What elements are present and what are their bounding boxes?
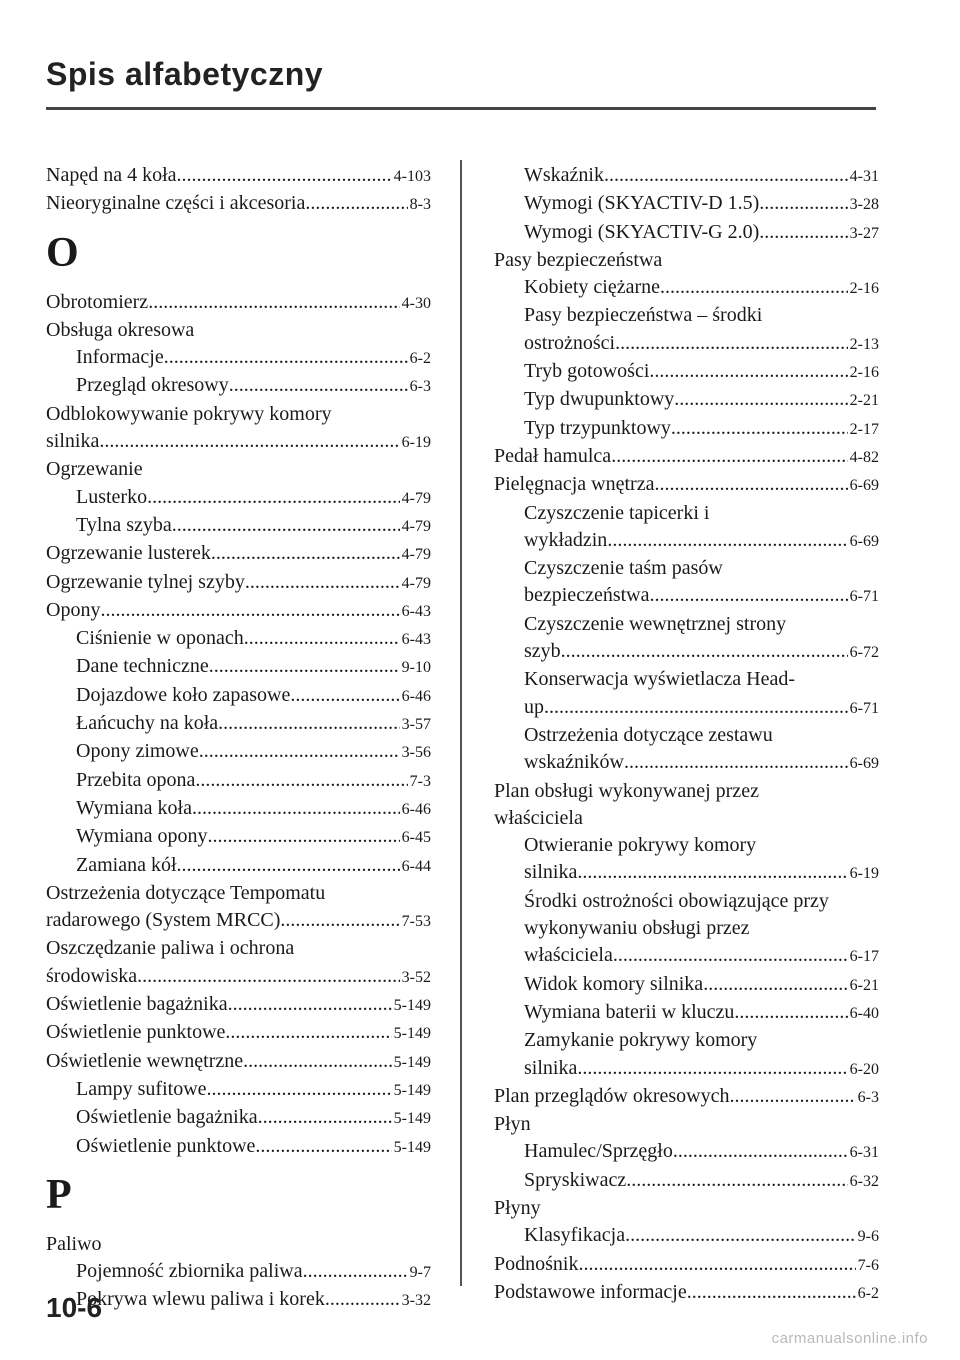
entry-label: Ciśnienie w oponach xyxy=(76,627,244,650)
entry-page-ref: 5-149 xyxy=(393,1138,431,1156)
dot-leader xyxy=(225,1019,391,1046)
index-heading: Czyszczenie taśm pasów xyxy=(524,557,723,580)
entry-label: up xyxy=(524,695,544,718)
entry-page-ref: 6-71 xyxy=(849,588,879,606)
entry-label: Dane techniczne xyxy=(76,655,209,678)
index-heading: wykonywaniu obsługi przez xyxy=(524,917,750,940)
entry-page-ref: 3-56 xyxy=(401,744,431,762)
entry-page-ref: 3-32 xyxy=(401,1292,431,1310)
index-heading: Otwieranie pokrywy komory xyxy=(524,834,757,857)
entry-page-ref: 7-53 xyxy=(401,913,431,931)
entry-page-ref: 6-71 xyxy=(849,699,879,717)
entry-label: Ogrzewanie lusterek xyxy=(46,542,211,565)
entry-label: Tryb gotowości xyxy=(524,360,650,383)
index-entry xyxy=(494,749,879,777)
entry-label: Podstawowe informacje xyxy=(494,1280,687,1303)
dot-leader xyxy=(578,1251,855,1278)
entry-label: Spryskiwacz xyxy=(524,1168,627,1191)
index-entry xyxy=(494,1083,879,1111)
index-entry xyxy=(46,991,431,1019)
index-entry xyxy=(494,971,879,999)
entry-label: Pedał hamulca xyxy=(494,444,612,467)
entry-page-ref: 6-43 xyxy=(401,631,431,649)
dot-leader xyxy=(730,1083,856,1110)
dot-leader xyxy=(100,597,399,624)
entry-page-ref: 6-21 xyxy=(849,976,879,994)
entry-page-ref: 2-13 xyxy=(849,335,879,353)
column-divider xyxy=(460,160,462,1286)
index-entry xyxy=(494,162,879,190)
entry-page-ref: 6-72 xyxy=(849,644,879,662)
entry-page-ref: 4-79 xyxy=(401,489,431,507)
dot-leader xyxy=(561,638,848,665)
dot-leader xyxy=(99,428,399,455)
dot-leader xyxy=(687,1279,856,1306)
dot-leader xyxy=(164,344,408,371)
index-entry xyxy=(494,638,879,666)
entry-page-ref: 3-52 xyxy=(401,968,431,986)
entry-page-ref: 4-31 xyxy=(849,168,879,185)
dot-leader xyxy=(303,1258,408,1285)
entry-label: Przebita opona xyxy=(76,768,196,791)
entry-page-ref: 4-79 xyxy=(401,574,431,592)
index-entry xyxy=(494,582,879,610)
dot-leader xyxy=(243,1048,392,1075)
dot-leader xyxy=(611,443,847,470)
entry-label: Lampy sufitowe xyxy=(76,1077,207,1100)
entry-label: silnika xyxy=(524,1056,578,1079)
entry-label: Widok komory silnika xyxy=(524,972,704,995)
entry-page-ref: 7-3 xyxy=(409,772,431,790)
entry-page-ref: 6-45 xyxy=(401,829,431,847)
index-entry xyxy=(494,1167,879,1195)
index-entry xyxy=(46,738,431,766)
entry-page-ref: 2-16 xyxy=(849,280,879,298)
entry-page-ref: 2-17 xyxy=(849,420,879,438)
dot-leader xyxy=(199,738,400,765)
dot-leader xyxy=(245,569,400,596)
entry-label: silnika xyxy=(524,861,578,884)
index-entry xyxy=(494,358,879,386)
entry-label: Opony xyxy=(46,598,101,621)
index-entry xyxy=(46,540,431,568)
dot-leader xyxy=(211,540,400,567)
dot-leader xyxy=(147,484,400,511)
dot-leader xyxy=(177,162,392,189)
entry-label: Napęd na 4 koła xyxy=(46,164,177,186)
index-heading: Czyszczenie wewnętrznej strony xyxy=(524,612,787,635)
dot-leader xyxy=(290,682,399,709)
index-entry xyxy=(46,1048,431,1076)
dot-leader xyxy=(228,991,392,1018)
section-letter: O xyxy=(46,229,79,276)
entry-label: Informacje xyxy=(76,346,164,369)
dot-leader xyxy=(192,795,400,822)
entry-page-ref: 5-149 xyxy=(393,1081,431,1099)
entry-page-ref: 6-69 xyxy=(849,477,879,495)
index-heading: Pasy bezpieczeństwa xyxy=(494,248,663,271)
entry-page-ref: 6-3 xyxy=(409,378,431,396)
index-heading: Obsługa okresowa xyxy=(46,318,195,341)
dot-leader xyxy=(258,1104,392,1131)
entry-page-ref: 2-16 xyxy=(849,364,879,382)
index-heading: Odblokowywanie pokrywy komory xyxy=(46,402,332,425)
entry-label: Typ trzypunktowy xyxy=(524,416,671,439)
entry-page-ref: 4-79 xyxy=(401,517,431,535)
dot-leader xyxy=(759,190,847,217)
dot-leader xyxy=(604,162,848,189)
index-heading: Czyszczenie tapicerki i xyxy=(524,501,710,524)
entry-label: Obrotomierz xyxy=(46,290,149,313)
index-entry xyxy=(494,527,879,555)
dot-leader xyxy=(325,1286,400,1313)
entry-page-ref: 6-20 xyxy=(849,1060,879,1078)
index-entry xyxy=(46,823,431,851)
dot-leader xyxy=(208,823,400,850)
entry-page-ref: 5-149 xyxy=(393,1025,431,1043)
entry-label: Klasyfikacja xyxy=(524,1224,626,1247)
dot-leader xyxy=(674,386,847,413)
dot-leader xyxy=(734,999,847,1026)
entry-label: Dojazdowe koło zapasowe xyxy=(76,683,291,706)
dot-leader xyxy=(649,358,847,385)
entry-page-ref: 6-32 xyxy=(849,1172,879,1190)
index-heading: Płyny xyxy=(494,1196,541,1219)
entry-label: radarowego (System MRCC) xyxy=(46,909,281,932)
index-entry xyxy=(46,852,431,880)
index-entry xyxy=(494,415,879,443)
index-entry xyxy=(494,330,879,358)
entry-label: ostrożności xyxy=(524,331,616,354)
index-heading: Konserwacja wyświetlacza Head- xyxy=(524,668,795,691)
index-heading: Środki ostrożności obowiązujące przy xyxy=(524,889,829,912)
entry-label: Kobiety ciężarne xyxy=(524,276,661,299)
index-heading: Paliwo xyxy=(46,1232,102,1255)
entry-label: Ogrzewanie tylnej szyby xyxy=(46,570,245,593)
entry-label: Hamulec/Sprzęgło xyxy=(524,1140,673,1163)
entry-label: silnika xyxy=(46,430,100,453)
dot-leader xyxy=(148,289,399,316)
entry-page-ref: 9-7 xyxy=(409,1264,431,1282)
dot-leader xyxy=(577,1055,847,1082)
entry-page-ref: 5-149 xyxy=(393,1053,431,1071)
dot-leader xyxy=(305,190,407,217)
dot-leader xyxy=(607,527,847,554)
index-entry xyxy=(494,1279,879,1307)
entry-page-ref: 6-17 xyxy=(849,948,879,966)
index-heading: Pasy bezpieczeństwa – środki xyxy=(524,304,763,327)
entry-label: szyb xyxy=(524,640,561,663)
index-entry xyxy=(46,162,431,190)
entry-page-ref: 6-44 xyxy=(401,857,431,875)
index-entry xyxy=(46,1076,431,1104)
entry-label: wskaźników xyxy=(524,751,624,774)
entry-label: środowiska xyxy=(46,964,138,987)
entry-label: Oświetlenie bagażnika xyxy=(76,1106,258,1129)
index-entry xyxy=(494,471,879,499)
entry-page-ref: 6-69 xyxy=(849,532,879,550)
index-entry xyxy=(46,963,431,991)
index-entry xyxy=(494,1222,879,1250)
watermark: carmanualsonline.info xyxy=(771,1330,928,1347)
dot-leader xyxy=(544,694,848,721)
dot-leader xyxy=(624,749,848,776)
entry-page-ref: 5-149 xyxy=(393,997,431,1015)
entry-label: Wymiana baterii w kluczu xyxy=(524,1000,735,1023)
entry-label: Łańcuchy na koła xyxy=(76,712,219,735)
entry-page-ref: 3-57 xyxy=(401,716,431,734)
entry-label: Oświetlenie bagażnika xyxy=(46,993,228,1016)
index-entry xyxy=(46,372,431,400)
index-entry xyxy=(46,653,431,681)
header-rule xyxy=(46,107,876,110)
index-heading: Zamykanie pokrywy komory xyxy=(524,1029,758,1052)
index-heading: właściciela xyxy=(494,806,583,829)
entry-label: Wymiana koła xyxy=(76,796,192,819)
entry-label: Wskaźnik xyxy=(524,164,604,186)
dot-leader xyxy=(615,330,848,357)
index-entry xyxy=(46,767,431,795)
index-entry xyxy=(494,942,879,970)
index-entry xyxy=(46,1133,431,1161)
dot-leader xyxy=(207,1076,392,1103)
dot-leader xyxy=(209,653,400,680)
entry-label: Tylna szyba xyxy=(76,513,172,536)
index-entry xyxy=(46,1019,431,1047)
dot-leader xyxy=(244,625,400,652)
entry-page-ref: 4-103 xyxy=(393,168,431,185)
entry-label: Plan przeglądów okresowych xyxy=(494,1084,730,1107)
dot-leader xyxy=(137,963,400,990)
index-entry xyxy=(494,1138,879,1166)
dot-leader xyxy=(759,219,847,246)
entry-page-ref: 2-21 xyxy=(849,392,879,410)
entry-page-ref: 9-10 xyxy=(401,659,431,677)
entry-page-ref: 4-79 xyxy=(401,546,431,564)
index-heading: Plan obsługi wykonywanej przez xyxy=(494,779,759,802)
index-heading: Oszczędzanie paliwa i ochrona xyxy=(46,937,295,960)
index-heading: Ogrzewanie xyxy=(46,458,143,481)
index-entry xyxy=(46,1258,431,1286)
entry-page-ref: 6-46 xyxy=(401,687,431,705)
dot-leader xyxy=(654,471,847,498)
dot-leader xyxy=(177,852,400,879)
dot-leader xyxy=(671,415,848,442)
entry-page-ref: 6-2 xyxy=(409,350,431,368)
dot-leader xyxy=(280,907,399,934)
entry-label: Oświetlenie punktowe xyxy=(76,1134,256,1157)
index-entry xyxy=(494,219,879,247)
dot-leader xyxy=(172,512,400,539)
index-entry xyxy=(494,443,879,471)
dot-leader xyxy=(577,859,847,886)
index-entry xyxy=(46,710,431,738)
page-number: 10-6 xyxy=(46,1292,103,1323)
entry-page-ref: 4-82 xyxy=(849,448,879,466)
dot-leader xyxy=(660,274,848,301)
entry-page-ref: 6-3 xyxy=(857,1088,879,1106)
entry-page-ref: 5-149 xyxy=(393,1110,431,1128)
entry-label: Oświetlenie wewnętrzne xyxy=(46,1049,244,1072)
index-heading: Ostrzeżenia dotyczące Tempomatu xyxy=(46,881,326,904)
entry-label: wykładzin xyxy=(524,528,608,551)
dot-leader xyxy=(613,942,848,969)
index-entry xyxy=(494,274,879,302)
index-entry xyxy=(46,597,431,625)
entry-page-ref: 6-19 xyxy=(849,865,879,883)
dot-leader xyxy=(195,767,407,794)
index-entry xyxy=(46,795,431,823)
index-entry xyxy=(46,289,431,317)
entry-label: Pojemność zbiornika paliwa xyxy=(76,1260,303,1283)
entry-page-ref: 7-6 xyxy=(857,1256,879,1274)
entry-page-ref: 6-19 xyxy=(401,434,431,452)
dot-leader xyxy=(255,1133,391,1160)
entry-page-ref: 6-46 xyxy=(401,800,431,818)
index-entry xyxy=(494,859,879,887)
index-entry xyxy=(46,1286,431,1314)
index-entry xyxy=(494,1251,879,1279)
index-entry xyxy=(494,1055,879,1083)
index-entry xyxy=(46,428,431,456)
index-entry xyxy=(494,190,879,218)
entry-label: Wymogi (SKYACTIV-D 1.5) xyxy=(524,192,760,215)
entry-label: Oświetlenie punktowe xyxy=(46,1021,226,1044)
index-entry xyxy=(46,344,431,372)
index-entry xyxy=(46,625,431,653)
entry-label: Pielęgnacja wnętrza xyxy=(494,473,655,496)
entry-label: Zamiana kół xyxy=(76,853,177,876)
section-letter: P xyxy=(46,1171,72,1218)
dot-leader xyxy=(649,582,847,609)
index-entry xyxy=(46,484,431,512)
entry-label: Przegląd okresowy xyxy=(76,374,229,397)
entry-label: Lusterko xyxy=(76,485,148,508)
entry-page-ref: 6-43 xyxy=(401,602,431,620)
entry-label: Typ dwupunktowy xyxy=(524,388,675,411)
index-entry xyxy=(494,386,879,414)
entry-page-ref: 6-69 xyxy=(849,755,879,773)
entry-label: Nieoryginalne części i akcesoria xyxy=(46,192,306,215)
entry-page-ref: 4-30 xyxy=(401,294,431,312)
entry-label: bezpieczeństwa xyxy=(524,584,650,607)
entry-label: Opony zimowe xyxy=(76,740,199,763)
entry-page-ref: 8-3 xyxy=(409,196,431,214)
dot-leader xyxy=(625,1222,856,1249)
entry-page-ref: 6-31 xyxy=(849,1144,879,1162)
index-heading: Ostrzeżenia dotyczące zestawu xyxy=(524,723,773,746)
page-title: Spis alfabetyczny xyxy=(46,56,324,92)
entry-label: Wymogi (SKYACTIV-G 2.0) xyxy=(524,220,760,243)
index-entry xyxy=(494,999,879,1027)
dot-leader xyxy=(229,372,408,399)
index-entry xyxy=(494,694,879,722)
entry-page-ref: 3-28 xyxy=(849,196,879,214)
index-entry xyxy=(46,682,431,710)
dot-leader xyxy=(626,1167,847,1194)
entry-page-ref: 3-27 xyxy=(849,224,879,242)
entry-label: Podnośnik xyxy=(494,1252,579,1275)
index-column-left xyxy=(46,162,431,1315)
entry-page-ref: 9-6 xyxy=(857,1228,879,1246)
entry-label: Wymiana opony xyxy=(76,825,208,848)
index-entry xyxy=(46,907,431,935)
dot-leader xyxy=(673,1138,848,1165)
entry-label: właściciela xyxy=(524,944,613,967)
index-entry xyxy=(46,512,431,540)
index-entry xyxy=(46,569,431,597)
index-entry xyxy=(46,190,431,218)
dot-leader xyxy=(218,710,400,737)
entry-label: Pokrywa wlewu paliwa i korek xyxy=(76,1288,325,1311)
index-entry xyxy=(46,1104,431,1132)
index-column-right xyxy=(494,162,879,1307)
entry-page-ref: 6-40 xyxy=(849,1004,879,1022)
entry-page-ref: 6-2 xyxy=(857,1284,879,1302)
index-heading: Płyn xyxy=(494,1113,531,1136)
dot-leader xyxy=(703,971,847,998)
